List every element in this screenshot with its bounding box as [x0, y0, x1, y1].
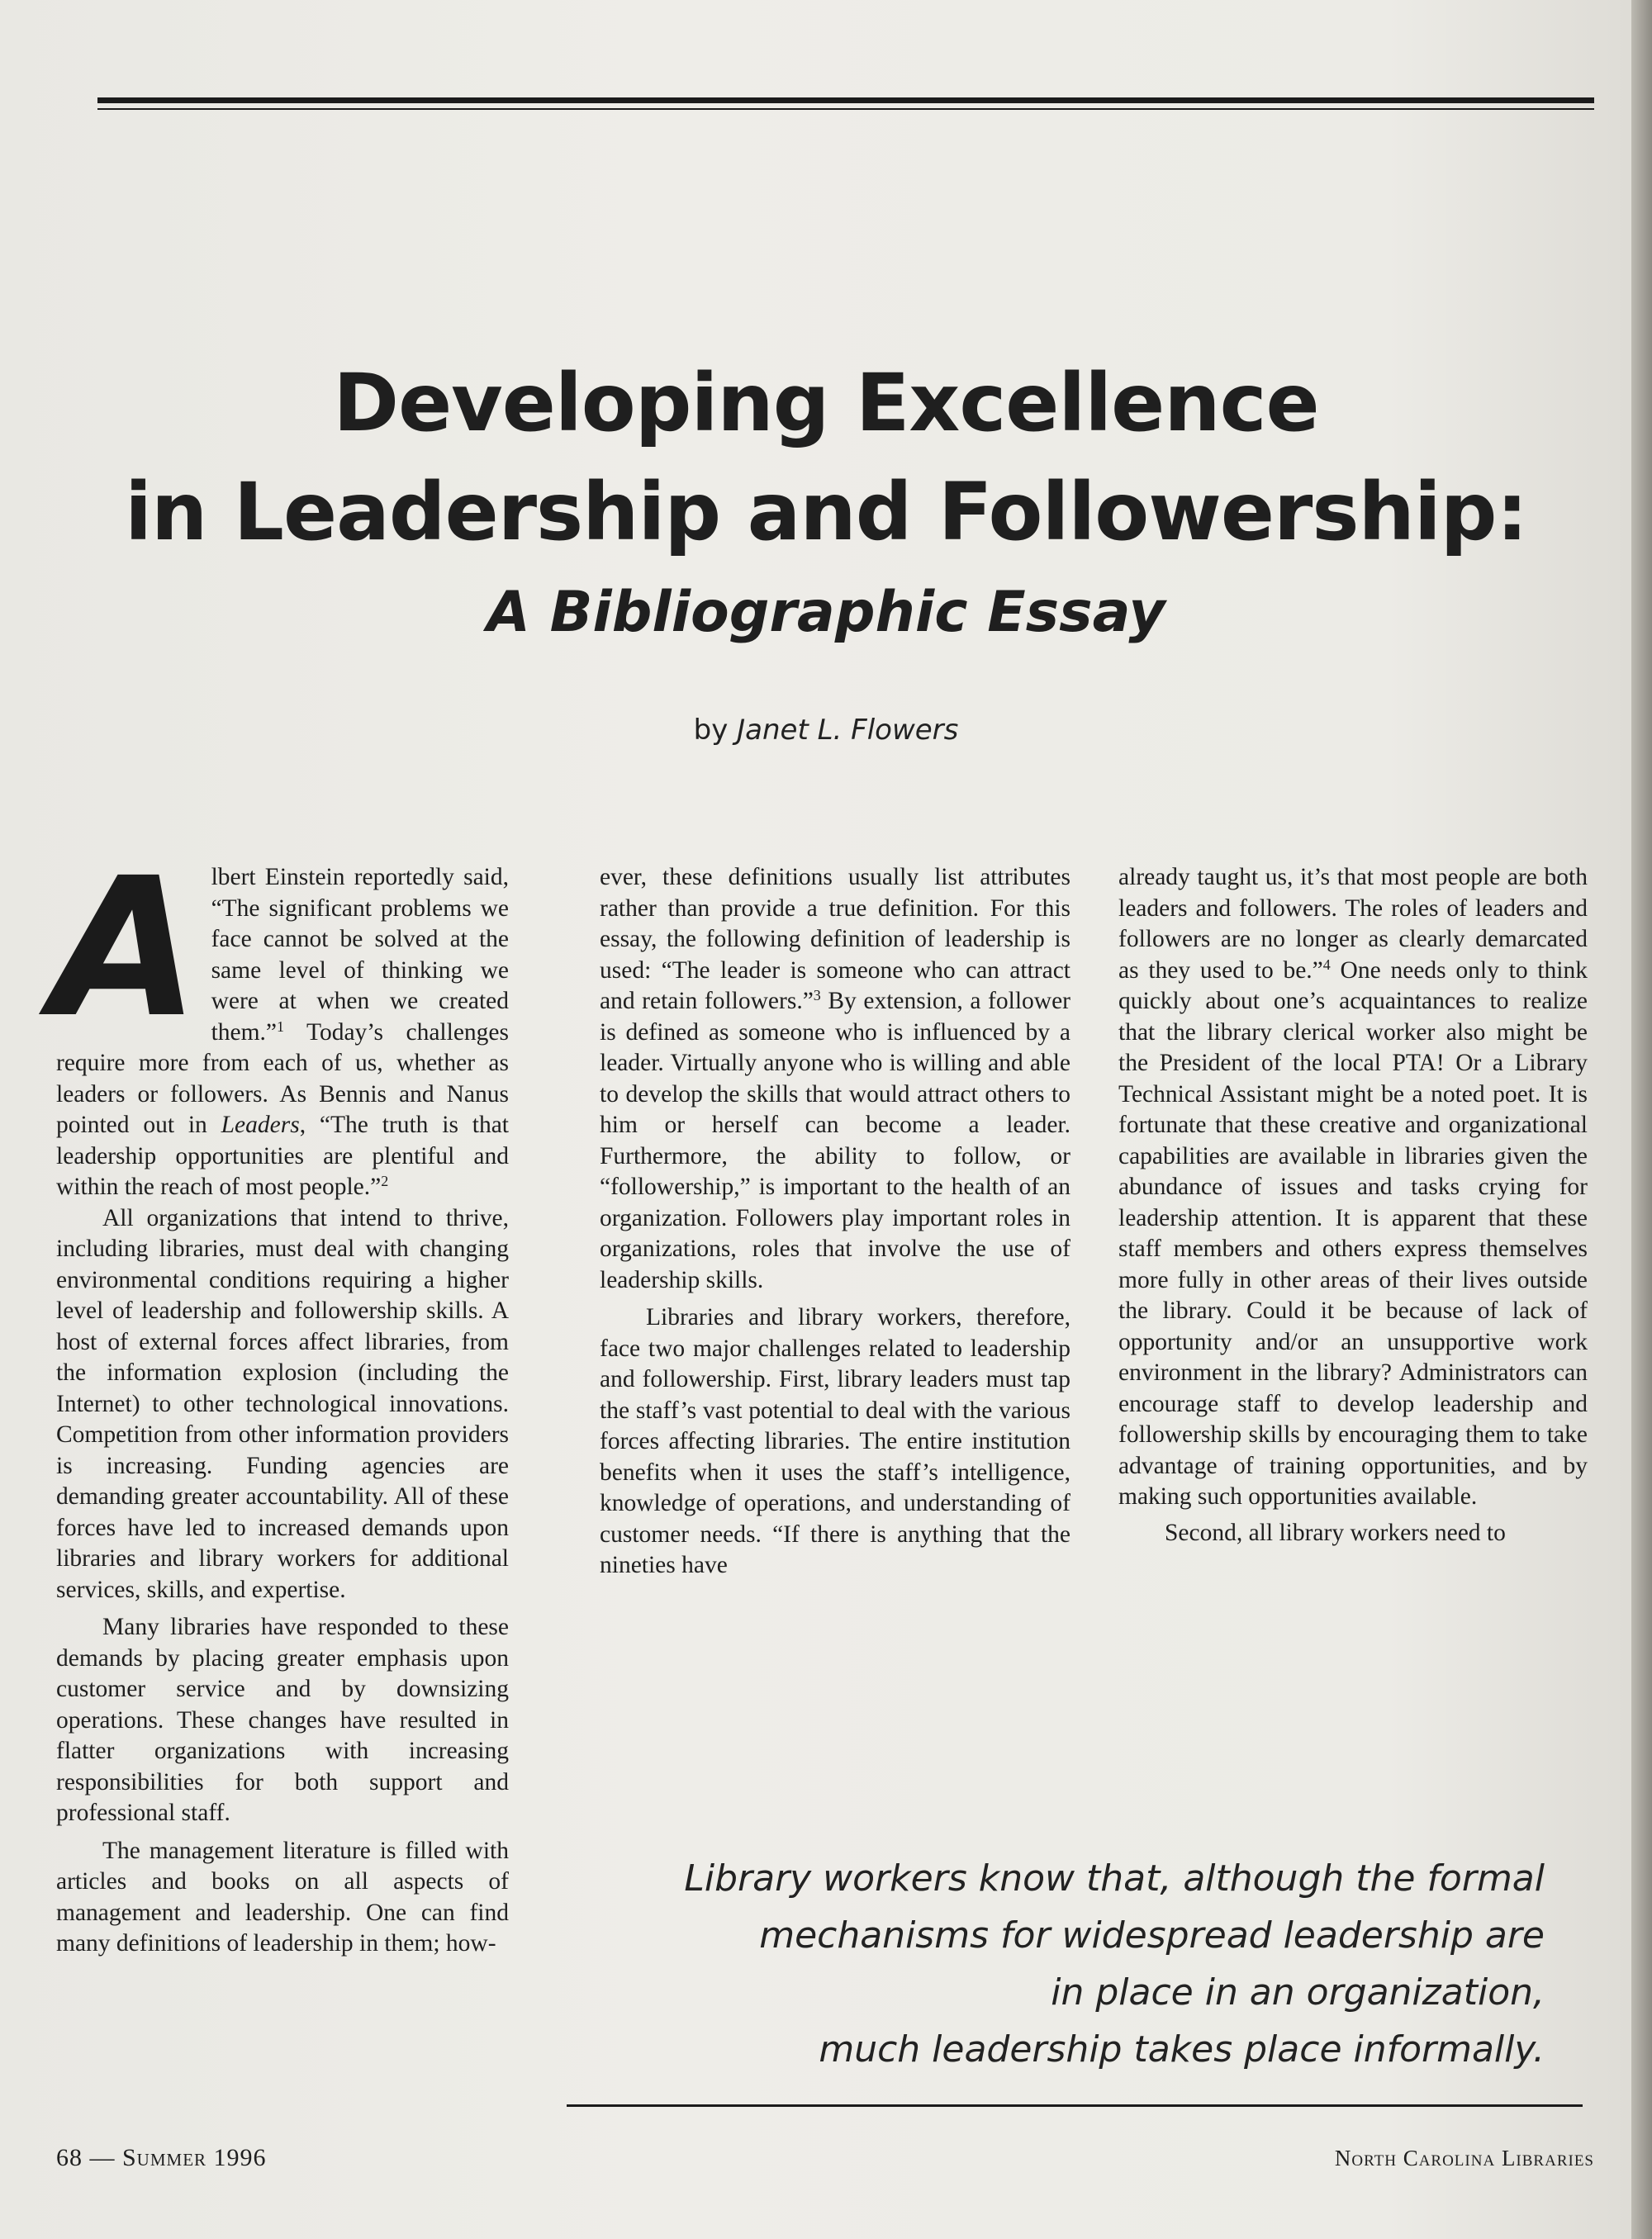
footnote-ref: 4	[1322, 956, 1331, 973]
paragraph: Libraries and library workers, therefore, face two major challenges related to leadership and followership. First, library leaders must tap the staff’s vast potential to deal with the various forces affecting libraries. The entire institution benefits when it uses the staff’s intelligence, knowledge of operations, and understanding of customer needs. “If there is anything that the nineties have	[600, 1304, 1070, 1578]
paragraph: The management literature is filled with articles and books on all aspects of management and leadership. One can find many definitions of leadership in them; how-	[56, 1837, 509, 1957]
paragraph: All organizations that intend to thrive, including libraries, must deal with changing environmental conditions requiring a higher level of leadership and followership skills. A host of external forces affect libraries, from the information explosion (including the Internet) to other technological innovations. Competition from other information providers is increasing. Funding agencies are demanding greater accountability. All of these forces have led to increased demands upon libraries and library workers for additional services, skills, and expertise.	[56, 1204, 509, 1603]
paragraph-text: By extension, a follower is defined as someone who is influenced by a leader. Virtually anyone who is willing and able to develop the skills that would attract others to him or herself can become a leader. Furthermore, the ability to follow, or “followership,” is important to the health of an organization. Followers play important roles in organizations, roles that involve the use of leadership skills.	[600, 988, 1070, 1293]
byline-prefix: by	[693, 714, 729, 747]
top-rule	[97, 97, 1594, 103]
paragraph	[51, 837, 509, 1203]
text-column-1	[51, 837, 509, 1960]
paragraph-text: lbert Einstein reportedly said, “The significant problems we face cannot be solved at the same level of thinking we were at when we created them.”	[211, 864, 509, 1046]
text-column-3	[1118, 862, 1588, 1549]
paragraph	[1118, 862, 1588, 1513]
footnote-ref: 1	[277, 1018, 285, 1035]
folio-page-number	[56, 2144, 267, 2172]
journal-name: North Carolina Libraries	[1334, 2146, 1594, 2170]
paragraph: Second, all library workers need to	[1165, 1519, 1506, 1546]
article-subtitle: A Bibliographic Essay	[487, 580, 1165, 645]
top-rule-thin	[97, 108, 1594, 110]
author-name: Janet L. Flowers	[737, 714, 959, 747]
byline	[0, 714, 1652, 747]
pull-quote: Library workers know that, although the formal mechanisms for widespread leadership are in place in an organization, much leadership takes place informally.	[684, 1857, 1545, 2071]
paragraph-text: One needs only to think quickly about one’s acquaintances to realize that the library clerical worker also might be the President of the local PTA! Or a Library Technical Assistant might be a noted poet. It is fortunate that these creative and organizational capabilities are available in libraries given the abundance of issues and tasks crying for leadership attention. It is apparent that these staff members and others express themselves more fully in other areas of their lives outside the library. Could it be because of lack of opportunity and/or an unsupportive work environment in the library? Administrators can encourage staff to develop leadership and followership skills by encouraging them to take advantage of training opportunities, and by making such opportunities available.	[1118, 956, 1588, 1510]
paragraph	[600, 862, 1070, 1296]
article-title-line-1: Developing Excellence	[333, 357, 1319, 449]
text-column-2	[600, 862, 1070, 1582]
footnote-ref: 2	[381, 1173, 389, 1189]
article-title-line-2: in Leadership and Followership:	[125, 466, 1527, 558]
footnote-ref: 3	[813, 987, 821, 1003]
book-title: Leaders	[221, 1112, 300, 1138]
paragraph-text: ever, these definitions usually list attributes rather than provide a true definition. For this essay, the following definition of leadership is used: “The leader is someone who can attract and retain followers.”	[600, 864, 1070, 1014]
paragraph-text: already taught us, it’s that most people are both leaders and followers. The roles of leaders and followers are no longer as clearly demarcated as they used to be.”	[1118, 864, 1588, 984]
paragraph-text: Today’s challenges require more from each of us, whether as leaders or followers. As Bennis and Nanus pointed out in	[56, 1018, 509, 1138]
pull-quote-rule	[567, 2104, 1583, 2107]
folio-text: 68 — Summer 1996	[56, 2144, 267, 2171]
drop-cap: A	[51, 837, 200, 1060]
paragraph: Many libraries have responded to these demands by placing greater emphasis upon customer service and by downsizing operations. These changes have resulted in flatter organizations with increasing responsibilities for both support and professional staff.	[56, 1614, 509, 1826]
paragraph-text: , “The truth is that leadership opportunities are plentiful and within the reach of most people.”	[56, 1112, 509, 1200]
binding-edge	[1631, 0, 1652, 2239]
